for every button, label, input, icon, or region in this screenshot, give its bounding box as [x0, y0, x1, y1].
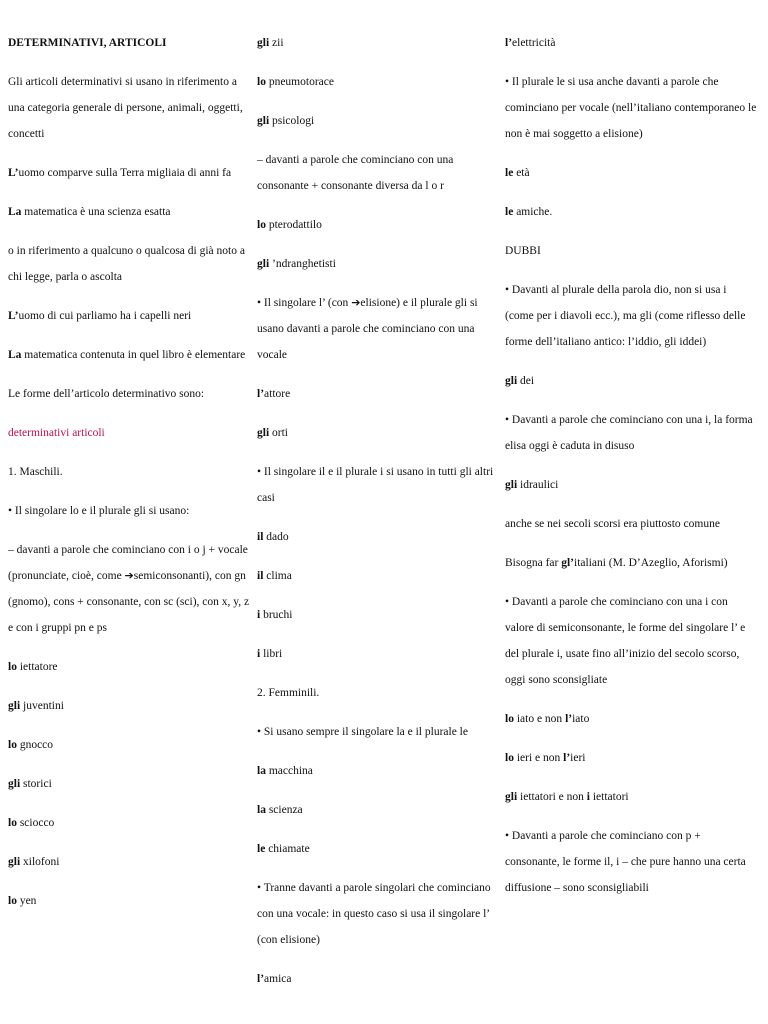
list-item — [8, 810, 256, 836]
right-arrow-icon: ➔ — [124, 570, 134, 582]
article: lo — [8, 895, 17, 907]
list-item — [8, 693, 256, 719]
quote — [505, 550, 757, 576]
quote-part: italiani (M. D’Azeglio, Aforismi) — [574, 557, 728, 569]
word: bruchi — [260, 609, 293, 621]
list-item — [505, 368, 757, 394]
column-left — [8, 30, 256, 927]
article: gli — [8, 700, 21, 712]
word: zii — [269, 37, 284, 49]
word: elettricità — [512, 37, 556, 49]
list-item — [257, 69, 497, 95]
word: attore — [264, 388, 291, 400]
article: gl’ — [561, 557, 574, 569]
example-text: uomo comparve sulla Terra migliaia di anni fa — [18, 167, 232, 179]
list-item — [257, 420, 497, 446]
list-item — [505, 30, 757, 56]
article: gli — [505, 791, 518, 803]
paragraph: • Tranne davanti a parole singolari che cominciano con una vocale: in questo caso si usa il singolare l’ (con elisione) — [257, 882, 491, 946]
article: le — [505, 167, 514, 179]
word: età — [513, 167, 530, 179]
list-item — [505, 199, 757, 225]
word: iettatori e non — [517, 791, 587, 803]
article: La — [8, 206, 22, 218]
article: le — [505, 206, 514, 218]
column-middle — [257, 30, 497, 1005]
list-item — [257, 836, 497, 862]
list-item — [505, 706, 757, 732]
article: la — [257, 765, 266, 777]
article: lo — [8, 817, 17, 829]
word: ’ndranghetisti — [269, 258, 336, 270]
paragraph: • Davanti a parole che cominciano con una i, la forma elisa oggi è caduta in disuso — [505, 414, 753, 452]
word: iettatore — [16, 661, 58, 673]
article: L’ — [8, 167, 19, 179]
article: i — [257, 609, 261, 621]
word: dado — [263, 531, 289, 543]
word: yen — [16, 895, 37, 907]
word: xilofoni — [20, 856, 60, 868]
article: gli — [505, 375, 518, 387]
paragraph-part: – davanti a parole che cominciano con i o j + vocale (pronunciate, cioè, come — [8, 544, 248, 582]
word: iato — [572, 713, 590, 725]
paragraph: • Il singolare lo e il plurale gli si usano: — [8, 505, 190, 517]
article: lo — [257, 219, 266, 231]
list-item — [257, 251, 497, 277]
word: dei — [517, 375, 535, 387]
article: gli — [8, 856, 21, 868]
example-text: matematica contenuta in quel libro è elementare — [21, 349, 246, 361]
example-text: uomo di cui parliamo ha i capelli neri — [18, 310, 192, 322]
list-item — [8, 888, 256, 914]
article: la — [257, 804, 266, 816]
article: il — [257, 570, 264, 582]
word: pneumotorace — [265, 76, 334, 88]
article: gli — [8, 778, 21, 790]
word: iettatori — [589, 791, 629, 803]
article: l’ — [505, 37, 513, 49]
list-item — [8, 771, 256, 797]
right-arrow-icon: ➔ — [351, 297, 361, 309]
column-right — [505, 30, 757, 914]
word: libri — [260, 648, 283, 660]
paragraph — [8, 537, 256, 641]
word: clima — [263, 570, 292, 582]
paragraph: • Il singolare il e il plurale i si usano in tutti gli altri casi — [257, 466, 494, 504]
paragraph: • Davanti al plurale della parola dio, non si usa i (come per i diavoli ecc.), ma gli (come riflesso delle forme dell’italiano antico: l’iddio, gli iddei) — [505, 284, 746, 348]
word: orti — [269, 427, 288, 439]
example — [8, 342, 256, 368]
article: gli — [505, 479, 518, 491]
article: lo — [505, 713, 514, 725]
example — [8, 199, 256, 225]
word: amica — [264, 973, 292, 985]
list-item — [257, 108, 497, 134]
paragraph-part: • Il singolare l’ (con — [257, 297, 352, 309]
page-title: DETERMINATIVI, ARTICOLI — [8, 37, 167, 49]
list-item — [257, 381, 497, 407]
word: juventini — [20, 700, 64, 712]
list-item — [257, 212, 497, 238]
paragraph: • Il plurale le si usa anche davanti a parole che cominciano per vocale (nell’italiano contemporaneo le non è mai soggetto a elisione) — [505, 76, 757, 140]
paragraph — [257, 290, 497, 368]
article: lo — [257, 76, 266, 88]
list-item — [8, 654, 256, 680]
list-item — [257, 758, 497, 784]
article: l’ — [563, 752, 571, 764]
list-item — [257, 30, 497, 56]
list-item — [257, 602, 497, 628]
word: ieri — [570, 752, 586, 764]
word: idraulici — [517, 479, 559, 491]
article: lo — [505, 752, 514, 764]
article: lo — [8, 739, 17, 751]
article: La — [8, 349, 22, 361]
article: l’ — [257, 973, 265, 985]
paragraph: – davanti a parole che cominciano con una consonante + consonante diversa da l o r — [257, 154, 454, 192]
list-item — [257, 797, 497, 823]
word: sciocco — [16, 817, 55, 829]
list-item — [257, 563, 497, 589]
article: i — [586, 791, 590, 803]
paragraph-part: semiconsonanti), con gn (gnomo), cons + consonante, con sc (sci), con x, y, z e con i gruppi pn e ps — [8, 570, 250, 634]
article: L’ — [8, 310, 19, 322]
article: l’ — [565, 713, 573, 725]
paragraph: anche se nei secoli scorsi era piuttosto comune — [505, 518, 720, 530]
list-item — [505, 784, 757, 810]
word: ieri e non — [513, 752, 564, 764]
word: chiamate — [265, 843, 310, 855]
word: amiche. — [513, 206, 553, 218]
list-item — [8, 732, 256, 758]
article: gli — [257, 115, 270, 127]
paragraph: • Davanti a parole che cominciano con p + consonante, le forme il, i – che pure hanno una certa diffusione – sono sconsigliabili — [505, 830, 746, 894]
word: iato e non — [513, 713, 566, 725]
article: gli — [257, 427, 270, 439]
article: l’ — [257, 388, 265, 400]
paragraph: Le forme dell’articolo determinativo sono: — [8, 388, 205, 400]
article: il — [257, 531, 264, 543]
paragraph: Gli articoli determinativi si usano in riferimento a una categoria generale di persone, animali, oggetti, concetti — [8, 76, 243, 140]
paragraph: • Si usano sempre il singolare la e il plurale le — [257, 726, 468, 738]
example — [8, 160, 256, 186]
section-heading: 2. Femminili. — [257, 687, 320, 699]
article: gli — [257, 258, 270, 270]
paragraph-part: elisione) e il plurale gli si usano davanti a parole che cominciano con una vocale — [257, 297, 478, 361]
article: lo — [8, 661, 17, 673]
list-item — [505, 472, 757, 498]
article: gli — [257, 37, 270, 49]
article: i — [257, 648, 261, 660]
paragraph: o in riferimento a qualcuno o qualcosa di già noto a chi legge, parla o ascolta — [8, 245, 245, 283]
list-item — [8, 849, 256, 875]
list-item — [257, 966, 497, 992]
list-item — [257, 641, 497, 667]
paragraph: • Davanti a parole che cominciano con una i con valore di semiconsonante, le forme del singolare l’ e del plurale i, usate fino all’inizio del secolo scorso, oggi sono sconsigliate — [505, 596, 746, 686]
example — [8, 303, 256, 329]
example-text: matematica è una scienza esatta — [21, 206, 171, 218]
word: storici — [20, 778, 52, 790]
section-heading: DUBBI — [505, 245, 541, 257]
list-item — [505, 745, 757, 771]
word: macchina — [265, 765, 313, 777]
word: pterodattilo — [265, 219, 322, 231]
section-heading: 1. Maschili. — [8, 466, 63, 478]
word: psicologi — [269, 115, 315, 127]
list-item — [257, 524, 497, 550]
quote-part: Bisogna far — [505, 557, 562, 569]
word: scienza — [265, 804, 303, 816]
link-text[interactable]: determinativi articoli — [8, 427, 105, 439]
article: le — [257, 843, 266, 855]
list-item — [505, 160, 757, 186]
word: gnocco — [16, 739, 54, 751]
